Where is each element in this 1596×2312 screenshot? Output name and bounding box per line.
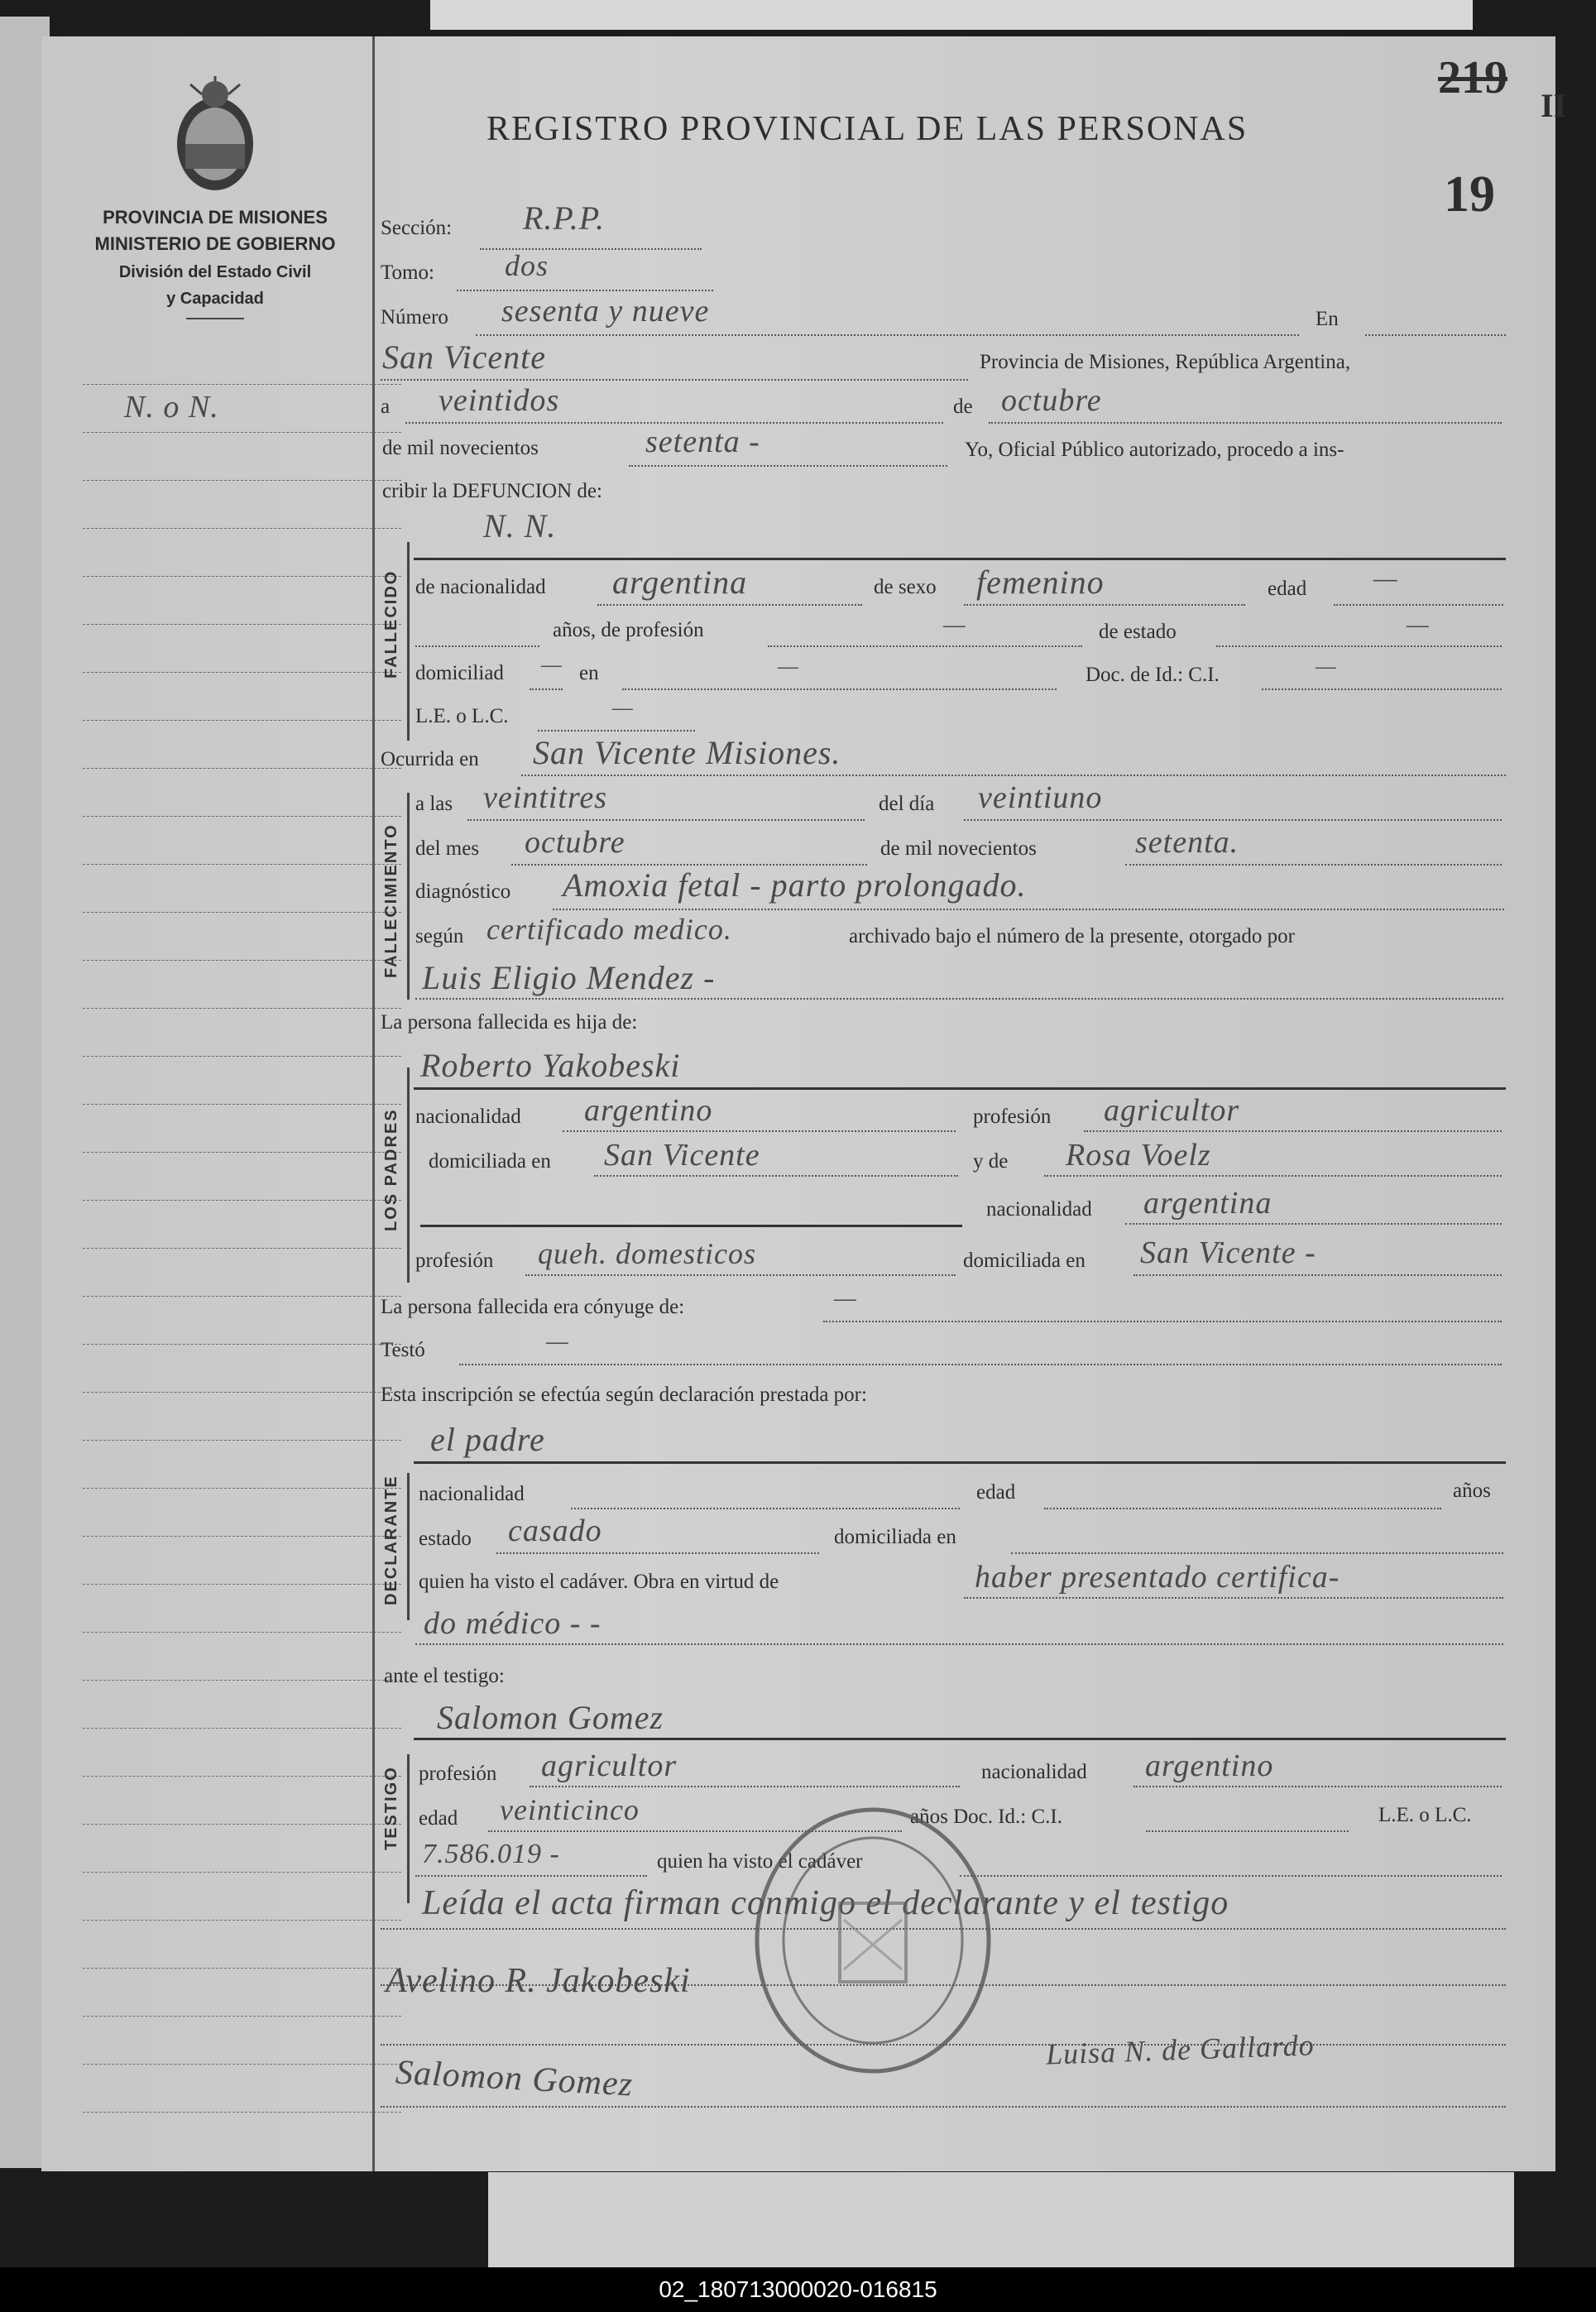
line-profesion: [768, 645, 1082, 647]
margin-rule-line: [83, 2064, 401, 2065]
value-numero: sesenta y nueve: [501, 294, 710, 329]
label-padre-dom: domiciliada en: [429, 1150, 551, 1173]
bar-testigo: [407, 1754, 410, 1903]
label-testo: Testó: [381, 1339, 425, 1361]
label-decl-estado: estado: [419, 1528, 472, 1550]
line-otorgado: [415, 998, 1503, 1000]
value-test-edad: veinticinco: [500, 1793, 640, 1826]
bar-declarante: [407, 1473, 410, 1620]
line-decl-estado: [496, 1552, 819, 1554]
side-label-testigo: TESTIGO: [382, 1766, 400, 1850]
value-le-lc: —: [612, 695, 634, 721]
line-domiciliad: [530, 688, 563, 690]
line-hora: [467, 819, 865, 821]
label-en2: en: [579, 662, 599, 684]
value-testo: —: [546, 1327, 569, 1355]
bar-fallecido: [407, 542, 410, 741]
margin-rule-line: [83, 768, 401, 769]
label-decl-edad: edad: [976, 1481, 1016, 1504]
signature-testigo: Salomon Gomez: [394, 2053, 635, 2104]
label-test-anos-doc: años Doc. Id.: C.I.: [910, 1806, 1062, 1828]
org-line-2: MINISTERIO DE GOBIERNO: [94, 233, 336, 254]
value-madre-dom: San Vicente -: [1140, 1235, 1316, 1270]
label-padre-nac: nacionalidad: [415, 1106, 521, 1128]
line-testo: [459, 1364, 1502, 1365]
label-le-lc: L.E. o L.C.: [415, 705, 509, 727]
line-numero: [476, 334, 1299, 336]
label-segun: según: [415, 925, 464, 947]
label-conyuge: La persona fallecida era cónyuge de:: [381, 1296, 685, 1318]
line-decl-edad: [1044, 1508, 1441, 1509]
value-padre: Roberto Yakobeski: [420, 1047, 681, 1084]
margin-rule-line: [83, 480, 401, 481]
line-padres-mid: [420, 1225, 962, 1227]
label-test-prof: profesión: [419, 1763, 497, 1785]
line-test-ci-right: [1146, 1830, 1349, 1832]
label-ocurrida: Ocurrida en: [381, 748, 479, 770]
line-padre-nac: [563, 1130, 956, 1132]
label-quien-ha-visto-2: quien ha visto el cadáver: [657, 1850, 863, 1873]
side-label-padres: LOS PADRES: [382, 1108, 400, 1231]
value-segun: certificado medico.: [486, 913, 732, 946]
official-seal-icon: [749, 1804, 997, 2077]
label-a-las: a las: [415, 793, 453, 815]
label-estado: de estado: [1099, 621, 1177, 643]
margin-rule-line: [83, 1680, 401, 1681]
line-lugar: [381, 379, 968, 381]
margin-rule-line: [83, 672, 401, 673]
signature-declarante: Avelino R. Jakobeski: [386, 1962, 691, 2000]
margin-rule-line: [83, 1152, 401, 1153]
line-madre-nac: [1125, 1223, 1502, 1225]
margin-rule-line: [83, 1104, 401, 1105]
margin-rule-line: [83, 528, 401, 529]
margin-rule-line: [83, 1440, 401, 1441]
value-padre-prof: agricultor: [1104, 1093, 1240, 1128]
line-ocurrida: [521, 775, 1506, 776]
line-cierre-4: [381, 2106, 1506, 2108]
margin-rule-line: [83, 1632, 401, 1633]
page-number-suffix: II: [1541, 87, 1567, 124]
line-declarante: [414, 1461, 1506, 1464]
line-dia2: [964, 819, 1502, 821]
label-archivado: archivado bajo el número de la presente, otorgado por: [849, 925, 1295, 947]
value-profesion: —: [943, 611, 966, 638]
label-de-mil: de mil novecientos: [382, 437, 539, 459]
image-id-footer: 02_180713000020-016815: [0, 2267, 1596, 2312]
margin-rule-line: [83, 1344, 401, 1345]
line-madre: [1044, 1175, 1502, 1177]
line-edad: [1334, 604, 1503, 606]
margin-rule-line: [83, 1200, 401, 1201]
margin-rule-line: [83, 720, 401, 721]
value-decl-estado: casado: [508, 1513, 602, 1548]
label-madre-prof: profesión: [415, 1250, 494, 1272]
value-anio: setenta -: [645, 425, 760, 459]
value-seccion: R.P.P.: [523, 199, 605, 237]
label-test-edad: edad: [419, 1807, 458, 1830]
value-otorgado-por: Luis Eligio Mendez -: [422, 959, 716, 996]
margin-rule-line: [83, 1296, 401, 1297]
value-mes: octubre: [1001, 383, 1102, 418]
line-conyuge: [823, 1321, 1502, 1322]
label-numero: Número: [381, 306, 448, 329]
line-nombre: [414, 558, 1506, 560]
value-hora: veintitres: [483, 780, 607, 815]
margin-rule-line: [83, 2016, 401, 2017]
label-anos-profesion: años, de profesión: [553, 619, 704, 641]
label-nacionalidad: de nacionalidad: [415, 576, 546, 598]
line-testigo: [414, 1738, 1506, 1740]
value-anio2: setenta.: [1135, 825, 1239, 860]
value-obra-2: do médico - -: [424, 1606, 601, 1641]
label-diagnostico: diagnóstico: [415, 880, 511, 903]
value-madre-nac: argentina: [1143, 1186, 1272, 1221]
line-anos: [415, 645, 539, 647]
margin-rule-line: [83, 624, 401, 625]
label-inscripcion: Esta inscripción se efectúa según declaración prestada por:: [381, 1384, 867, 1406]
value-testigo: Salomon Gomez: [437, 1699, 664, 1736]
label-del-dia: del día: [879, 793, 935, 815]
line-test-nac: [1133, 1786, 1502, 1787]
label-del-mes: del mes: [415, 837, 480, 860]
line-estado: [1216, 645, 1502, 647]
line-padre-prof: [1084, 1130, 1502, 1132]
line-padre-dom: [594, 1175, 958, 1177]
value-edad: —: [1373, 563, 1398, 592]
label-hija-de: La persona fallecida es hija de:: [381, 1011, 638, 1034]
label-padre-prof: profesión: [973, 1106, 1052, 1128]
label-de-mil2: de mil novecientos: [880, 837, 1037, 860]
margin-rule-line: [83, 432, 401, 433]
value-madre: Rosa Voelz: [1066, 1138, 1211, 1173]
line-sexo: [964, 604, 1245, 606]
value-ci: —: [1316, 654, 1337, 679]
value-padre-nac: argentino: [584, 1093, 713, 1128]
margin-column: [50, 36, 375, 2171]
label-a: a: [381, 396, 391, 418]
line-test-visto: [960, 1875, 1502, 1877]
underlying-page: [488, 2172, 1514, 2267]
coat-of-arms-icon: [165, 76, 265, 197]
margin-note: N. o N.: [124, 390, 219, 425]
label-y-de: y de: [973, 1150, 1009, 1173]
value-declarante: el padre: [430, 1421, 545, 1458]
label-test-le-lc: L.E. o L.C.: [1378, 1804, 1472, 1826]
line-madre-dom: [1133, 1274, 1502, 1276]
line-padre: [414, 1087, 1506, 1090]
label-decl-dom: domiciliada en: [834, 1526, 956, 1548]
page-title: REGISTRO PROVINCIAL DE LAS PERSONAS: [486, 110, 1249, 148]
value-domiciliad-suffix: —: [541, 652, 563, 678]
value-test-ci: 7.586.019 -: [422, 1839, 560, 1869]
margin-rule-line: [83, 1056, 401, 1057]
label-seccion: Sección:: [381, 217, 453, 239]
line-diagnostico: [553, 909, 1504, 910]
margin-rule-line: [83, 1968, 401, 1969]
value-dia2: veintiuno: [978, 780, 1103, 815]
side-label-fallecimiento: FALLECIMIENTO: [382, 823, 400, 978]
value-dia: veintidos: [439, 383, 560, 418]
value-test-prof: agricultor: [541, 1748, 678, 1783]
closing-text: Leída el acta firman conmigo el declarante y el testigo: [422, 1884, 1229, 1922]
signature-oficial: Luisa N. de Gallardo: [1045, 2028, 1316, 2071]
margin-rule-line: [83, 576, 401, 577]
margin-rule-line: [83, 1536, 401, 1537]
side-label-fallecido: FALLECIDO: [382, 569, 400, 679]
margin-rule-line: [83, 1008, 401, 1009]
value-tomo: dos: [505, 249, 549, 282]
line-test-prof: [530, 1786, 960, 1787]
line-anio: [629, 465, 947, 467]
value-estado: —: [1407, 611, 1430, 638]
line-madre-prof: [525, 1274, 956, 1276]
value-ocurrida: San Vicente Misiones.: [533, 734, 841, 771]
label-sexo: de sexo: [874, 576, 937, 598]
line-test-ci: [415, 1875, 647, 1877]
line-ci: [1262, 688, 1502, 690]
line-en2: [622, 688, 1057, 690]
value-mes2: octubre: [525, 825, 625, 860]
margin-rule-line: [83, 1776, 401, 1777]
margin-rule-line: [83, 2112, 401, 2113]
margin-rule-line: [83, 912, 401, 913]
side-label-declarante: DECLARANTE: [382, 1475, 400, 1605]
folio-number: 19: [1444, 166, 1495, 223]
line-en: [1365, 334, 1506, 336]
margin-rule-line: [83, 384, 401, 385]
line-obra-1: [964, 1597, 1503, 1599]
value-conyuge: —: [834, 1284, 857, 1312]
line-nacionalidad: [597, 604, 862, 606]
org-line-1: PROVINCIA DE MISIONES: [103, 207, 328, 228]
label-decl-anos: años: [1453, 1480, 1491, 1502]
line-tomo: [457, 290, 713, 291]
bar-padres: [407, 1067, 410, 1283]
org-line-3: División del Estado Civil: [118, 263, 312, 281]
line-le-lc: [538, 730, 695, 731]
adjacent-page-edge: [430, 0, 1473, 30]
line-mes: [989, 422, 1502, 424]
label-provincia: Provincia de Misiones, República Argentina,: [980, 351, 1351, 373]
label-tomo: Tomo:: [381, 261, 434, 284]
label-madre-dom: domiciliada en: [963, 1250, 1086, 1272]
value-nombre: N. N.: [483, 507, 557, 544]
line-decl-nac: [571, 1508, 960, 1509]
margin-rule-line: [83, 1872, 401, 1873]
margin-rule-line: [83, 816, 401, 817]
line-decl-dom: [1011, 1552, 1503, 1554]
label-en: En: [1316, 308, 1339, 330]
margin-rule-line: [83, 1584, 401, 1585]
label-domiciliad: domiciliad: [415, 662, 504, 684]
value-lugar: San Vicente: [382, 338, 546, 376]
margin-rule-line: [83, 1728, 401, 1729]
value-en: —: [778, 654, 799, 679]
label-cribir: cribir la DEFUNCION de:: [382, 480, 602, 502]
margin-rule-line: [83, 1248, 401, 1249]
value-padre-dom: San Vicente: [604, 1138, 760, 1173]
label-madre-nac: nacionalidad: [986, 1198, 1092, 1221]
org-line-4: y Capacidad: [166, 290, 264, 308]
label-decl-nac: nacionalidad: [419, 1483, 525, 1505]
value-madre-prof: queh. domesticos: [538, 1237, 756, 1270]
margin-rule-line: [83, 1488, 401, 1489]
label-ante-testigo: ante el testigo:: [384, 1665, 505, 1687]
line-obra-2: [415, 1643, 1503, 1645]
margin-rule-line: [83, 1824, 401, 1825]
margin-rule-line: [83, 1920, 401, 1921]
value-diagnostico: Amoxia fetal - parto prolongado.: [563, 866, 1027, 904]
margin-rule-line: [83, 1392, 401, 1393]
label-quien-ha-visto: quien ha visto el cadáver. Obra en virtud de: [419, 1571, 779, 1593]
label-edad: edad: [1268, 578, 1307, 600]
margin-rule-line: [83, 960, 401, 961]
margin-rule-line: [83, 864, 401, 865]
bar-fallecimiento: [407, 793, 410, 1000]
org-underline: [186, 318, 244, 319]
label-test-nac: nacionalidad: [981, 1761, 1087, 1783]
value-obra-1: haber presentado certifica-: [975, 1560, 1340, 1595]
page-number: 219: [1438, 52, 1507, 103]
value-nacionalidad: argentina: [612, 564, 748, 601]
value-test-nac: argentino: [1145, 1748, 1274, 1783]
label-de: de: [953, 396, 973, 418]
label-yo: Yo, Oficial Público autorizado, procedo a ins-: [965, 439, 1344, 461]
value-sexo: femenino: [976, 564, 1105, 601]
label-doc: Doc. de Id.: C.I.: [1086, 664, 1220, 686]
line-anio2: [1125, 864, 1502, 866]
